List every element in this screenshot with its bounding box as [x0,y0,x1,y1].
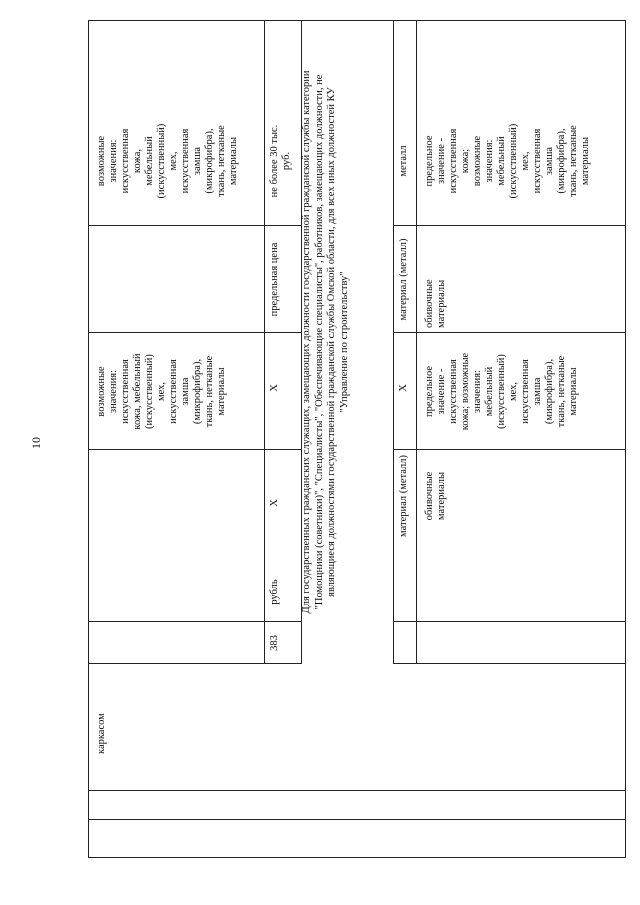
column-divider [88,819,626,820]
metal-cell: металл [398,145,409,177]
row-divider [416,20,417,664]
x-cell: X [398,384,409,392]
row-divider [264,20,265,664]
x-cell: X [269,384,280,392]
x-cell: X [269,499,280,507]
material-label-cell: материал (металл) [398,238,409,321]
limit-value-cell-right: предельное значение - искусственная кожа; возможные значения: мебельный (искусственный) мех, искусственная замша (микрофибра), ткань, нетканые материалы [424,123,591,199]
price-label-cell: предельная цена [269,242,280,317]
material-label-cell: материал (металл) [398,455,409,537]
column-divider [393,621,626,622]
row-divider [393,20,394,664]
rotated-table [88,20,626,858]
unit-cell: рубль [269,579,280,605]
item-label: каркасом [96,713,107,754]
section-heading: Для государственных гражданских служащих, замещающих должности государственной гражданской службы категории "Помощники (советники)", "Специалисты", "Обеспечивающие специалисты", работников, замещающих должности, не являющиеся должностями государственной гражданской службы Омской области, для всех иных должностей КУ "Управление по строительству" [301,70,350,614]
material-values-cell-right: возможные значения: искусственная кожа, мебельный (искусственный) мех, искусственная замша (микрофибра), ткань, нетканые материалы [96,123,239,199]
limit-value-cell: предельное значение - искусственная кожа; возможные значения: мебельный (искусственный) мех, искусственная замша (микрофибра), ткань, нетканые материалы [424,352,579,431]
code-cell: 383 [269,635,280,651]
upholstery-cell: обивочные материалы [424,279,447,328]
page-number: 10 [29,437,43,449]
material-values-cell: возможные значения: искусственная кожа, мебельный (искусственный) мех, искусственная замша (микрофибра), ткань, нетканые материалы [96,353,227,430]
column-divider [88,790,626,791]
upholstery-cell: обивочные материалы [424,471,447,521]
column-divider [393,663,626,664]
price-value-cell: не более 30 тыс. руб. [269,124,292,198]
